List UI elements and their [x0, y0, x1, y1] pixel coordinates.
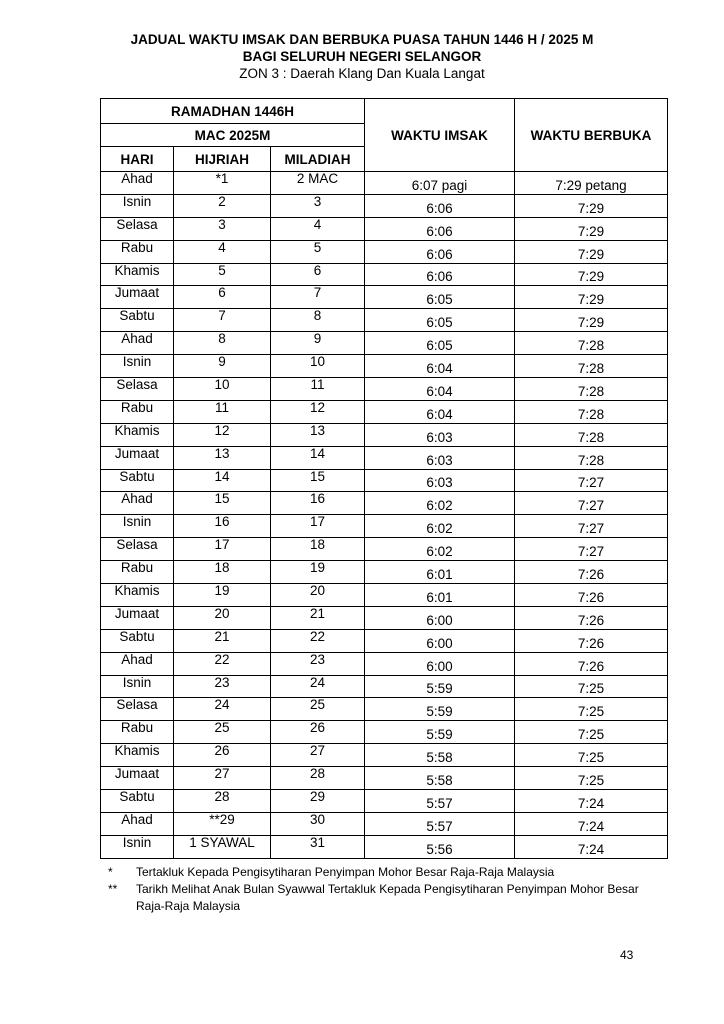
cell-hijriah: 27	[174, 767, 271, 790]
cell-imsak: 6:04	[365, 400, 515, 423]
table-row	[101, 355, 668, 378]
cell-berbuka: 7:26	[515, 584, 668, 607]
cell-berbuka: 7:25	[515, 721, 668, 744]
cell-hari: Jumaat	[101, 286, 174, 309]
cell-miladiah: 6	[271, 263, 365, 286]
cell-imsak: 6:00	[365, 652, 515, 675]
cell-hari: Khamis	[101, 423, 174, 446]
cell-miladiah: 5	[271, 240, 365, 263]
cell-miladiah: 31	[271, 835, 365, 858]
cell-imsak: 6:04	[365, 378, 515, 401]
table-row	[101, 538, 668, 561]
cell-hari: Ahad	[101, 652, 174, 675]
document-title: JADUAL WAKTU IMSAK DAN BERBUKA PUASA TAHUN 1446 H / 2025 M	[130, 32, 594, 47]
cell-hijriah: 6	[174, 286, 271, 309]
table-row	[101, 217, 668, 240]
cell-hijriah: 14	[174, 469, 271, 492]
cell-hijriah: 21	[174, 629, 271, 652]
table-row	[101, 812, 668, 835]
header-month: MAC 2025M	[101, 124, 365, 147]
cell-miladiah: 22	[271, 629, 365, 652]
cell-imsak: 5:58	[365, 767, 515, 790]
cell-hijriah: 25	[174, 721, 271, 744]
cell-hari: Rabu	[101, 721, 174, 744]
cell-imsak: 6:02	[365, 515, 515, 538]
cell-hijriah: 5	[174, 263, 271, 286]
cell-imsak: 6:03	[365, 423, 515, 446]
cell-miladiah: 7	[271, 286, 365, 309]
cell-hari: Ahad	[101, 492, 174, 515]
cell-hijriah: 12	[174, 423, 271, 446]
cell-miladiah: 26	[271, 721, 365, 744]
cell-imsak: 6:06	[365, 194, 515, 217]
cell-miladiah: 20	[271, 584, 365, 607]
cell-hari: Sabtu	[101, 469, 174, 492]
header-hari: HARI	[101, 147, 174, 172]
footnote-text: Tarikh Melihat Anak Bulan Syawwal Tertakluk Kepada Pengisytiharan Penyimpan Mohor Besar Raja-Raja Malaysia	[136, 882, 639, 913]
cell-imsak: 6:03	[365, 469, 515, 492]
cell-berbuka: 7:25	[515, 675, 668, 698]
cell-hari: Khamis	[101, 263, 174, 286]
cell-hari: Khamis	[101, 744, 174, 767]
cell-hijriah: 28	[174, 790, 271, 813]
cell-hijriah: 17	[174, 538, 271, 561]
table-row	[101, 515, 668, 538]
cell-imsak: 5:59	[365, 675, 515, 698]
cell-berbuka: 7:24	[515, 790, 668, 813]
cell-berbuka: 7:28	[515, 400, 668, 423]
cell-berbuka: 7:29	[515, 194, 668, 217]
cell-berbuka: 7:27	[515, 469, 668, 492]
cell-miladiah: 13	[271, 423, 365, 446]
schedule-body	[101, 172, 668, 859]
cell-hari: Selasa	[101, 217, 174, 240]
cell-berbuka: 7:27	[515, 492, 668, 515]
cell-hari: Rabu	[101, 400, 174, 423]
cell-hari: Jumaat	[101, 446, 174, 469]
cell-hijriah: 26	[174, 744, 271, 767]
cell-hari: Isnin	[101, 355, 174, 378]
table-row	[101, 172, 668, 195]
cell-hijriah: 13	[174, 446, 271, 469]
cell-imsak: 6:07 pagi	[365, 172, 515, 195]
cell-hari: Ahad	[101, 812, 174, 835]
cell-hari: Sabtu	[101, 790, 174, 813]
cell-hari: Sabtu	[101, 629, 174, 652]
cell-miladiah: 16	[271, 492, 365, 515]
footnote-text: Tertakluk Kepada Pengisytiharan Penyimpan Mohor Besar Raja-Raja Malaysia	[136, 865, 555, 879]
cell-miladiah: 27	[271, 744, 365, 767]
cell-miladiah: 23	[271, 652, 365, 675]
cell-berbuka: 7:28	[515, 446, 668, 469]
table-row	[101, 629, 668, 652]
table-row	[101, 675, 668, 698]
cell-hijriah: 11	[174, 400, 271, 423]
header-ramadhan: RAMADHAN 1446H	[101, 99, 365, 124]
cell-hari: Rabu	[101, 561, 174, 584]
cell-miladiah: 8	[271, 309, 365, 332]
table-row	[101, 469, 668, 492]
cell-miladiah: 11	[271, 378, 365, 401]
footnote-1	[108, 864, 656, 881]
cell-hari: Selasa	[101, 538, 174, 561]
cell-berbuka: 7:29	[515, 240, 668, 263]
cell-hari: Isnin	[101, 675, 174, 698]
cell-imsak: 6:05	[365, 309, 515, 332]
cell-berbuka: 7:29	[515, 309, 668, 332]
header-waktu-imsak: WAKTU IMSAK	[365, 99, 515, 172]
cell-hari: Selasa	[101, 698, 174, 721]
cell-miladiah: 28	[271, 767, 365, 790]
table-row	[101, 446, 668, 469]
cell-miladiah: 4	[271, 217, 365, 240]
cell-hari: Isnin	[101, 515, 174, 538]
zone-label: ZON 3 : Daerah Klang Dan Kuala Langat	[239, 66, 485, 81]
cell-berbuka: 7:26	[515, 561, 668, 584]
table-row	[101, 767, 668, 790]
table-row	[101, 835, 668, 858]
cell-hijriah: 10	[174, 378, 271, 401]
cell-hijriah: 1 SYAWAL	[174, 835, 271, 858]
table-row	[101, 584, 668, 607]
cell-imsak: 5:56	[365, 835, 515, 858]
table-row	[101, 492, 668, 515]
cell-imsak: 6:02	[365, 492, 515, 515]
schedule-table	[100, 98, 668, 859]
cell-imsak: 6:05	[365, 286, 515, 309]
cell-miladiah: 21	[271, 606, 365, 629]
table-row	[101, 721, 668, 744]
cell-hari: Jumaat	[101, 767, 174, 790]
cell-imsak: 5:59	[365, 721, 515, 744]
cell-berbuka: 7:24	[515, 812, 668, 835]
page-number: 43	[620, 948, 634, 962]
cell-hijriah: 24	[174, 698, 271, 721]
cell-berbuka: 7:24	[515, 835, 668, 858]
cell-imsak: 6:00	[365, 629, 515, 652]
header-waktu-berbuka: WAKTU BERBUKA	[515, 99, 668, 172]
cell-miladiah: 18	[271, 538, 365, 561]
cell-berbuka: 7:29	[515, 217, 668, 240]
footnote-mark: **	[108, 882, 118, 896]
cell-hari: Rabu	[101, 240, 174, 263]
table-row	[101, 744, 668, 767]
table-row	[101, 240, 668, 263]
cell-hijriah: 4	[174, 240, 271, 263]
cell-imsak: 6:00	[365, 606, 515, 629]
cell-miladiah: 30	[271, 812, 365, 835]
cell-berbuka: 7:29 petang	[515, 172, 668, 195]
cell-berbuka: 7:27	[515, 515, 668, 538]
cell-berbuka: 7:26	[515, 629, 668, 652]
cell-hari: Ahad	[101, 172, 174, 195]
cell-hijriah: *1	[174, 172, 271, 195]
table-row	[101, 790, 668, 813]
cell-hijriah: 16	[174, 515, 271, 538]
cell-miladiah: 14	[271, 446, 365, 469]
cell-berbuka: 7:28	[515, 332, 668, 355]
table-row	[101, 698, 668, 721]
cell-berbuka: 7:28	[515, 423, 668, 446]
cell-hijriah: 3	[174, 217, 271, 240]
table-row	[101, 309, 668, 332]
cell-imsak: 6:03	[365, 446, 515, 469]
cell-berbuka: 7:27	[515, 538, 668, 561]
table-row	[101, 332, 668, 355]
cell-hijriah: 20	[174, 606, 271, 629]
cell-imsak: 5:58	[365, 744, 515, 767]
header-miladiah: MILADIAH	[271, 147, 365, 172]
cell-miladiah: 25	[271, 698, 365, 721]
footnotes	[108, 864, 656, 915]
table-row	[101, 606, 668, 629]
cell-hari: Isnin	[101, 194, 174, 217]
cell-hijriah: 7	[174, 309, 271, 332]
cell-miladiah: 17	[271, 515, 365, 538]
cell-hijriah: 23	[174, 675, 271, 698]
cell-imsak: 6:01	[365, 561, 515, 584]
cell-berbuka: 7:29	[515, 286, 668, 309]
cell-imsak: 6:04	[365, 355, 515, 378]
table-row	[101, 263, 668, 286]
cell-miladiah: 15	[271, 469, 365, 492]
footnote-2	[108, 881, 656, 915]
cell-hijriah: 9	[174, 355, 271, 378]
table-row	[101, 378, 668, 401]
cell-berbuka: 7:26	[515, 652, 668, 675]
table-row	[101, 561, 668, 584]
cell-berbuka: 7:26	[515, 606, 668, 629]
cell-miladiah: 9	[271, 332, 365, 355]
cell-hijriah: 22	[174, 652, 271, 675]
cell-hari: Selasa	[101, 378, 174, 401]
cell-miladiah: 12	[271, 400, 365, 423]
cell-berbuka: 7:28	[515, 378, 668, 401]
cell-miladiah: 3	[271, 194, 365, 217]
cell-hijriah: 15	[174, 492, 271, 515]
cell-hijriah: **29	[174, 812, 271, 835]
cell-imsak: 6:06	[365, 240, 515, 263]
cell-hari: Sabtu	[101, 309, 174, 332]
cell-miladiah: 2 MAC	[271, 172, 365, 195]
table-row	[101, 400, 668, 423]
cell-hijriah: 19	[174, 584, 271, 607]
cell-hijriah: 18	[174, 561, 271, 584]
cell-miladiah: 24	[271, 675, 365, 698]
cell-imsak: 6:06	[365, 217, 515, 240]
cell-imsak: 6:06	[365, 263, 515, 286]
cell-hari: Jumaat	[101, 606, 174, 629]
cell-hijriah: 2	[174, 194, 271, 217]
table-row	[101, 652, 668, 675]
footnote-mark: *	[108, 865, 113, 879]
cell-miladiah: 10	[271, 355, 365, 378]
cell-miladiah: 19	[271, 561, 365, 584]
cell-imsak: 5:59	[365, 698, 515, 721]
cell-hari: Isnin	[101, 835, 174, 858]
cell-berbuka: 7:28	[515, 355, 668, 378]
cell-imsak: 6:02	[365, 538, 515, 561]
cell-miladiah: 29	[271, 790, 365, 813]
cell-imsak: 5:57	[365, 812, 515, 835]
cell-berbuka: 7:25	[515, 744, 668, 767]
cell-hari: Ahad	[101, 332, 174, 355]
cell-berbuka: 7:29	[515, 263, 668, 286]
cell-berbuka: 7:25	[515, 767, 668, 790]
cell-imsak: 6:05	[365, 332, 515, 355]
header-hijriah: HIJRIAH	[174, 147, 271, 172]
table-row	[101, 194, 668, 217]
cell-imsak: 5:57	[365, 790, 515, 813]
cell-imsak: 6:01	[365, 584, 515, 607]
cell-berbuka: 7:25	[515, 698, 668, 721]
cell-hijriah: 8	[174, 332, 271, 355]
table-row	[101, 423, 668, 446]
document-subtitle: BAGI SELURUH NEGERI SELANGOR	[242, 49, 482, 64]
cell-hari: Khamis	[101, 584, 174, 607]
table-row	[101, 286, 668, 309]
